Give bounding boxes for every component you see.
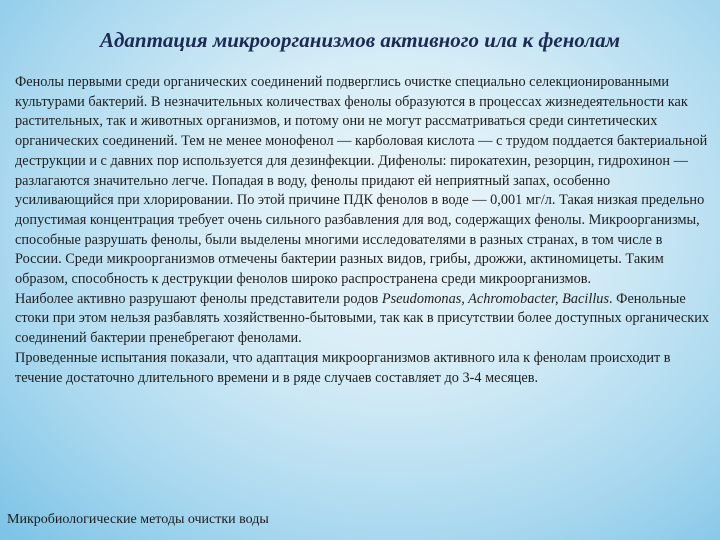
paragraph-genera xyxy=(15,290,711,349)
genera-names: Pseudomonas, Achromobacter, Bacillus xyxy=(381,290,610,307)
slide-footer: Микробиологические методы очистки воды xyxy=(7,512,269,527)
paragraph-phenols-intro: Фенолы первыми среди органических соединений подверглись очистке специально селекционированными культурами бактерий. В незначительных количествах фенолы образуются в процессах жизнедеятельности как растительных, так и животных организмов, и потому они не могут рассматриваться среди синтетических органических соединений. Тем не менее монофенол — карболовая кислота — с трудом поддается бактериальной деструкции и с давних пор используется для дезинфекции. Дифенолы: пирокатехин, резорцин, гидрохинон — разлагаются значительно легче. Попадая в воду, фенолы придают ей неприятный запах, особенно усиливающийся при хлорировании. По этой причине ПДК фенолов в воде — 0,001 мг/л. Такая низкая предельно допустимая концентрация требует очень сильного разбавления для вод, содержащих фенолы. Микроорганизмы, способные разрушать фенолы, были выделены многими исследователями в разных странах, в том числе в России. Среди микроорганизмов отмечены бактерии разных видов, грибы, дрожжи, актиномицеты. Таким образом, способность к деструкции фенолов широко распространена среди микроорганизмов. xyxy=(15,74,708,288)
slide-title: Адаптация микроорганизмов активного ила к фенолам xyxy=(99,28,621,52)
paragraph-adaptation-time: Проведенные испытания показали, что адаптация микроорганизмов активного ила к фенолам происходит в течение достаточно длительного времени и в ряде случаев составляет до 3-4 месяцев. xyxy=(15,349,671,386)
genera-lead-text: Наиболее активно разрушают фенолы представители родов xyxy=(15,290,382,307)
slide-body xyxy=(15,73,711,388)
genera-tail-text: . Фенольные стоки при этом нельзя разбавлять хозяйственно-бытовыми, так как в присутствии более доступных органических соединений бактерии пренебрегают фенолами. xyxy=(15,290,709,347)
